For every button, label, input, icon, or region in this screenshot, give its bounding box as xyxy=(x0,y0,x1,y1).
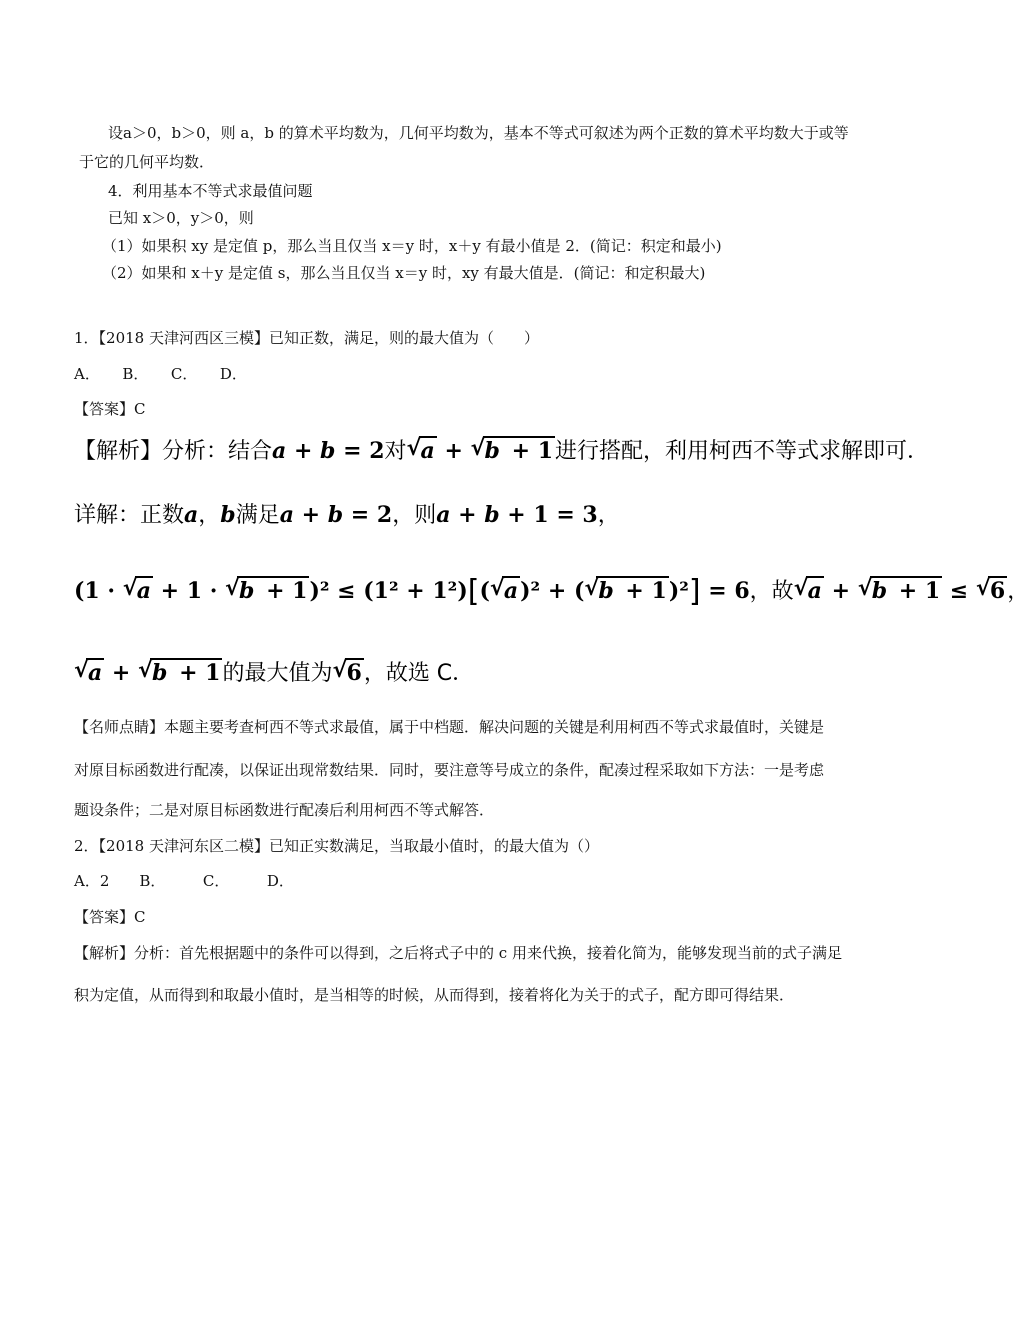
intro-paragraph-line1 xyxy=(108,123,849,143)
q2-stem: 2．【2018 天津河东区二模】已知正实数满足，当取最小值时，的最大值为（） xyxy=(74,837,599,855)
q1-analysis: 【解析】分析：结合a + b = 2对√ a + √ b + 1进行搭配，利用柯西不等式求解即可． xyxy=(74,436,929,467)
intro-p1-a: 设 xyxy=(108,124,124,142)
section-heading-4: 4．利用基本不等式求最值问题 xyxy=(108,182,313,200)
q1-conclusion: √ a + √ b + 1的最大值为√ 6，故选 C． xyxy=(74,658,474,689)
q1-options: A． B． C． D． xyxy=(74,365,247,383)
rule-item-2: （2）如果和 x＋y 是定值 s，那么当且仅当 x＝y 时，xy 有最大值是．(简记：和定积最大) xyxy=(102,264,706,282)
q1-teacher-note-line1: 【名师点睛】本题主要考查柯西不等式求最值，属于中档题．解决问题的关键是利用柯西不等式求最值时，关键是 xyxy=(74,718,825,736)
intro-paragraph-line2: 于它的几何平均数． xyxy=(79,153,215,171)
given-line: 已知 x＞0，y＞0，则 xyxy=(108,209,254,227)
q1-answer: 【答案】C xyxy=(74,400,146,418)
q1-stem: 1．【2018 天津河西区三模】已知正数，满足，则的最大值为（ ） xyxy=(74,329,539,347)
q1-teacher-note-line2: 对原目标函数进行配凑，以保证出现常数结果．同时，要注意等号成立的条件，配凑过程采取如下方法：一是考虑 xyxy=(74,761,825,779)
q1-cauchy-inequality: (1 · √ a + 1 · √ b + 1)² ≤ (1² + 1²)[(√ a)² + (√ b + 1)²] = 6，故√ a + √ b + 1 ≤ √ 6， xyxy=(74,576,1029,607)
q1-teacher-note-line3: 题设条件；二是对原目标函数进行配凑后利用柯西不等式解答． xyxy=(74,801,495,819)
intro-p1-cond: a＞0，b＞0，则 a，b 的算术平均数为，几何平均数为，基本不等式可叙述为两个正数的算术平均数大于或等 xyxy=(123,124,849,142)
q1-detail: 详解：正数a，b满足a + b = 2，则a + b + 1 = 3， xyxy=(74,502,620,528)
q2-analysis-line1: 【解析】分析：首先根据题中的条件可以得到，之后将式子中的 c 用来代换，接着化简为，能够发现当前的式子满足 xyxy=(74,944,842,962)
rule-item-1: （1）如果积 xy 是定值 p，那么当且仅当 x＝y 时，x＋y 有最小值是 2．(简记：积定和最小) xyxy=(102,237,722,255)
q2-answer: 【答案】C xyxy=(74,908,146,926)
q2-analysis-line2: 积为定值，从而得到和取最小值时，是当相等的时候，从而得到，接着将化为关于的式子，配方即可得结果． xyxy=(74,986,795,1004)
q2-options: A．2 B． C． D． xyxy=(74,872,294,890)
